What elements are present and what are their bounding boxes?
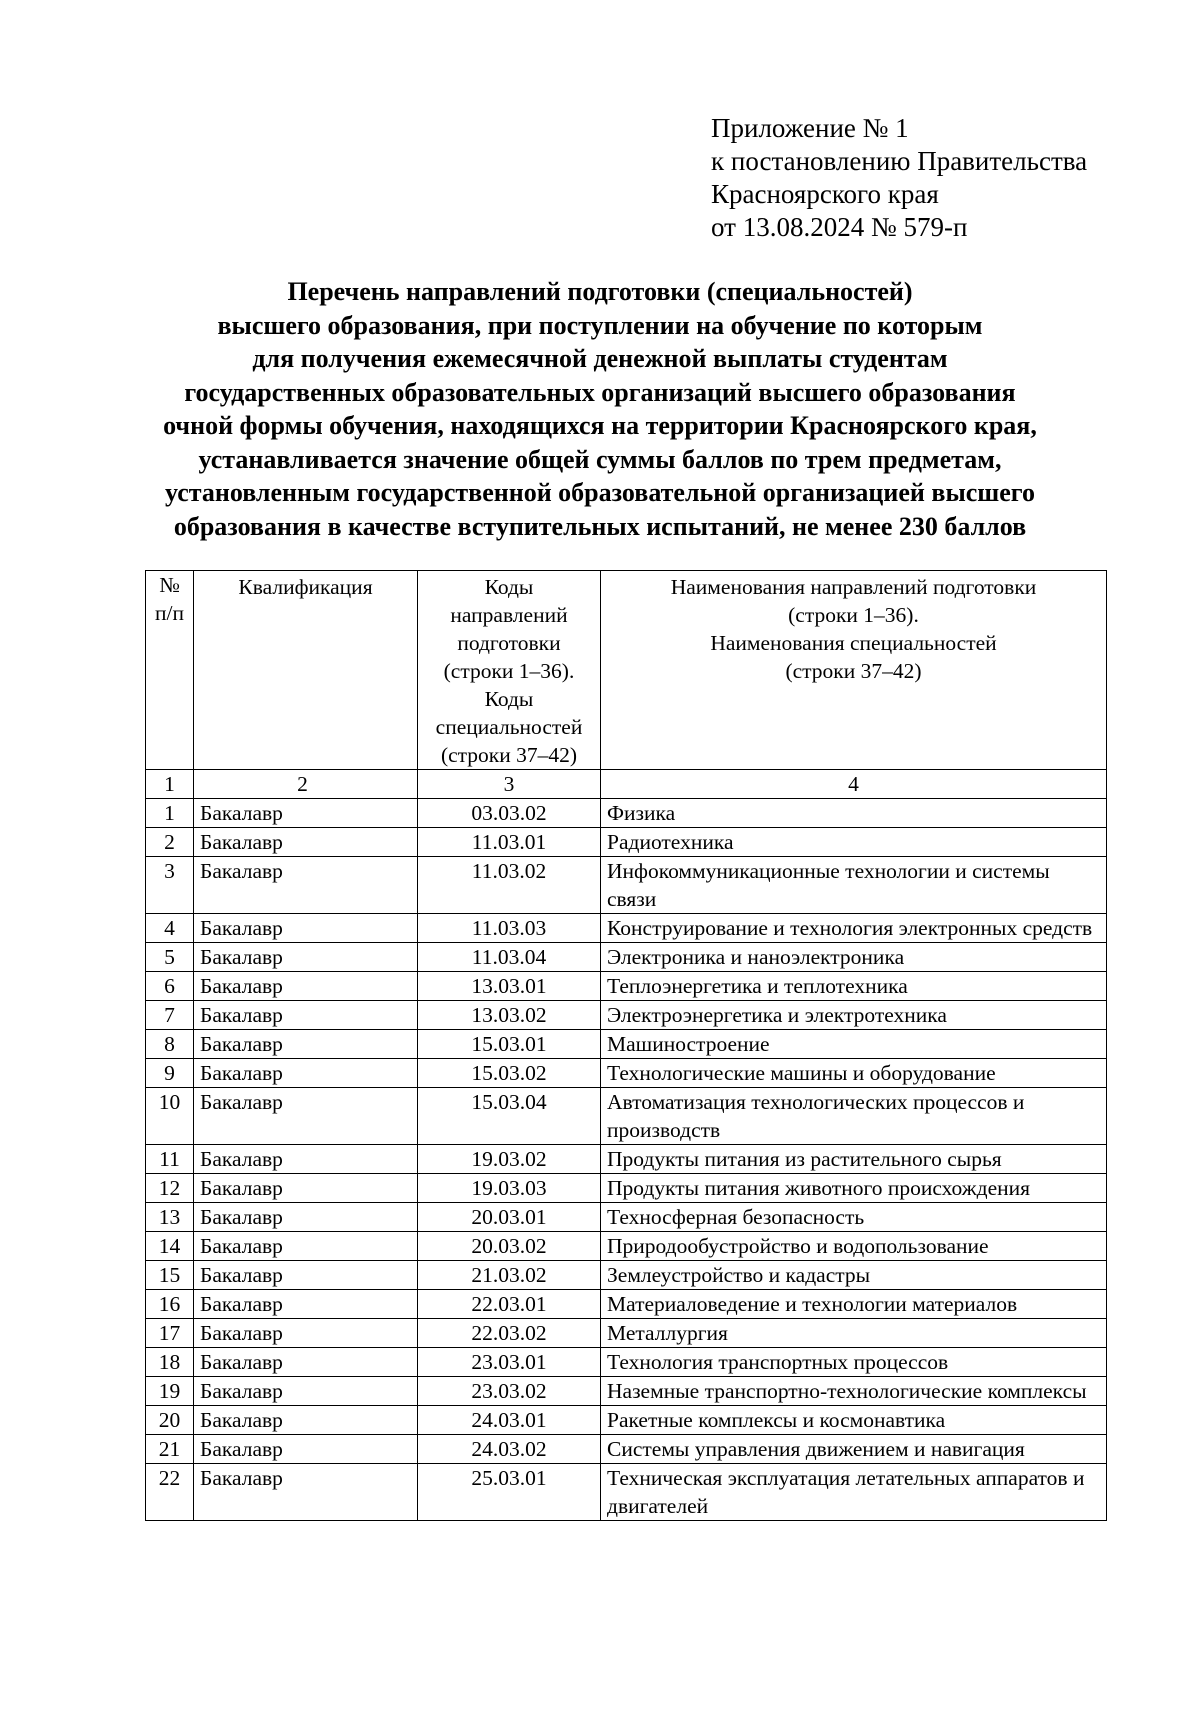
row-number: 14 xyxy=(146,1232,194,1261)
table-row xyxy=(146,1203,1107,1232)
row-qualification: Бакалавр xyxy=(194,972,418,1001)
table-row xyxy=(146,857,1107,914)
row-number: 10 xyxy=(146,1088,194,1145)
row-qualification: Бакалавр xyxy=(194,1406,418,1435)
annex-line: от 13.08.2024 № 579-п xyxy=(711,212,968,242)
row-qualification: Бакалавр xyxy=(194,857,418,914)
row-number: 2 xyxy=(146,828,194,857)
row-qualification: Бакалавр xyxy=(194,1348,418,1377)
row-code: 15.03.04 xyxy=(418,1088,601,1145)
table-row xyxy=(146,1464,1107,1521)
table-header-row xyxy=(146,571,1107,770)
row-code: 11.03.03 xyxy=(418,914,601,943)
table-row xyxy=(146,1261,1107,1290)
table-row xyxy=(146,799,1107,828)
table-row xyxy=(146,1174,1107,1203)
row-number: 12 xyxy=(146,1174,194,1203)
row-number: 13 xyxy=(146,1203,194,1232)
row-code: 19.03.02 xyxy=(418,1145,601,1174)
row-number: 22 xyxy=(146,1464,194,1521)
column-numbers-row xyxy=(146,770,1107,799)
annex-line: Красноярского края xyxy=(711,179,939,209)
row-code: 22.03.02 xyxy=(418,1319,601,1348)
row-name: Технология транспортных процессов xyxy=(601,1348,1107,1377)
row-name: Физика xyxy=(601,799,1107,828)
row-number: 11 xyxy=(146,1145,194,1174)
title-line: очной формы обучения, находящихся на территории Красноярского края, xyxy=(163,411,1037,440)
row-name: Системы управления движением и навигация xyxy=(601,1435,1107,1464)
row-number: 5 xyxy=(146,943,194,972)
row-code: 15.03.02 xyxy=(418,1059,601,1088)
row-name: Продукты питания из растительного сырья xyxy=(601,1145,1107,1174)
row-name: Техническая эксплуатация летательных аппаратов и двигателей xyxy=(601,1464,1107,1521)
table-row xyxy=(146,943,1107,972)
header-number: № п/п xyxy=(146,571,194,770)
row-qualification: Бакалавр xyxy=(194,799,418,828)
table-row xyxy=(146,1030,1107,1059)
row-code: 11.03.02 xyxy=(418,857,601,914)
row-code: 19.03.03 xyxy=(418,1174,601,1203)
column-number: 3 xyxy=(418,770,601,799)
table-row xyxy=(146,1435,1107,1464)
row-name: Технологические машины и оборудование xyxy=(601,1059,1107,1088)
row-code: 20.03.01 xyxy=(418,1203,601,1232)
row-qualification: Бакалавр xyxy=(194,1319,418,1348)
row-name: Землеустройство и кадастры xyxy=(601,1261,1107,1290)
row-code: 23.03.02 xyxy=(418,1377,601,1406)
row-qualification: Бакалавр xyxy=(194,1059,418,1088)
row-qualification: Бакалавр xyxy=(194,1464,418,1521)
row-name: Металлургия xyxy=(601,1319,1107,1348)
row-name: Техносферная безопасность xyxy=(601,1203,1107,1232)
table-row xyxy=(146,1001,1107,1030)
row-code: 11.03.01 xyxy=(418,828,601,857)
annex-line: Приложение № 1 xyxy=(711,113,909,143)
directions-table xyxy=(145,570,1107,1521)
table-row xyxy=(146,1319,1107,1348)
row-code: 20.03.02 xyxy=(418,1232,601,1261)
annex-line: к постановлению Правительства xyxy=(711,146,1088,176)
row-qualification: Бакалавр xyxy=(194,943,418,972)
row-code: 24.03.01 xyxy=(418,1406,601,1435)
column-number: 2 xyxy=(194,770,418,799)
table-row xyxy=(146,1232,1107,1261)
column-number: 1 xyxy=(146,770,194,799)
row-qualification: Бакалавр xyxy=(194,1290,418,1319)
row-qualification: Бакалавр xyxy=(194,914,418,943)
row-code: 03.03.02 xyxy=(418,799,601,828)
table-row xyxy=(146,1290,1107,1319)
row-name: Электроника и наноэлектроника xyxy=(601,943,1107,972)
row-code: 13.03.02 xyxy=(418,1001,601,1030)
row-qualification: Бакалавр xyxy=(194,1203,418,1232)
row-number: 9 xyxy=(146,1059,194,1088)
annex-header xyxy=(711,112,1087,244)
row-qualification: Бакалавр xyxy=(194,1174,418,1203)
table-row xyxy=(146,828,1107,857)
row-number: 16 xyxy=(146,1290,194,1319)
row-qualification: Бакалавр xyxy=(194,1261,418,1290)
row-name: Природообустройство и водопользование xyxy=(601,1232,1107,1261)
row-number: 8 xyxy=(146,1030,194,1059)
row-qualification: Бакалавр xyxy=(194,1435,418,1464)
row-name: Наземные транспортно-технологические комплексы xyxy=(601,1377,1107,1406)
row-qualification: Бакалавр xyxy=(194,1030,418,1059)
row-name: Автоматизация технологических процессов и производств xyxy=(601,1088,1107,1145)
row-name: Ракетные комплексы и космонавтика xyxy=(601,1406,1107,1435)
row-qualification: Бакалавр xyxy=(194,1232,418,1261)
row-number: 19 xyxy=(146,1377,194,1406)
table-body xyxy=(146,799,1107,1521)
header-qualification: Квалификация xyxy=(194,571,418,770)
table-row xyxy=(146,972,1107,1001)
row-name: Электроэнергетика и электротехника xyxy=(601,1001,1107,1030)
row-number: 17 xyxy=(146,1319,194,1348)
table-row xyxy=(146,914,1107,943)
row-number: 6 xyxy=(146,972,194,1001)
table-row xyxy=(146,1088,1107,1145)
row-code: 21.03.02 xyxy=(418,1261,601,1290)
table-row xyxy=(146,1406,1107,1435)
row-code: 24.03.02 xyxy=(418,1435,601,1464)
row-code: 23.03.01 xyxy=(418,1348,601,1377)
row-code: 11.03.04 xyxy=(418,943,601,972)
table-row xyxy=(146,1059,1107,1088)
row-name: Радиотехника xyxy=(601,828,1107,857)
row-qualification: Бакалавр xyxy=(194,1001,418,1030)
row-number: 15 xyxy=(146,1261,194,1290)
row-name: Машиностроение xyxy=(601,1030,1107,1059)
title-line: образования в качестве вступительных испытаний, не менее 230 баллов xyxy=(173,511,1027,541)
row-name: Теплоэнергетика и теплотехника xyxy=(601,972,1107,1001)
row-qualification: Бакалавр xyxy=(194,1377,418,1406)
title-line: высшего образования, при поступлении на обучение по которым xyxy=(217,310,983,340)
header-names: Наименования направлений подготовки (строки 1–36). Наименования специальностей (строки 37–42) xyxy=(601,571,1107,770)
row-name: Материаловедение и технологии материалов xyxy=(601,1290,1107,1319)
table-row xyxy=(146,1145,1107,1174)
row-qualification: Бакалавр xyxy=(194,828,418,857)
row-name: Конструирование и технология электронных средств xyxy=(601,914,1107,943)
title-line: государственных образовательных организаций высшего образования xyxy=(184,377,1016,407)
row-number: 7 xyxy=(146,1001,194,1030)
row-name: Продукты питания животного происхождения xyxy=(601,1174,1107,1203)
row-code: 13.03.01 xyxy=(418,972,601,1001)
row-number: 18 xyxy=(146,1348,194,1377)
row-code: 25.03.01 xyxy=(418,1464,601,1521)
column-number: 4 xyxy=(601,770,1107,799)
row-name: Инфокоммуникационные технологии и системы связи xyxy=(601,857,1107,914)
row-qualification: Бакалавр xyxy=(194,1088,418,1145)
row-number: 20 xyxy=(146,1406,194,1435)
row-number: 21 xyxy=(146,1435,194,1464)
document-title xyxy=(0,275,1200,543)
row-qualification: Бакалавр xyxy=(194,1145,418,1174)
title-line: для получения ежемесячной денежной выплаты студентам xyxy=(252,344,948,373)
row-code: 22.03.01 xyxy=(418,1290,601,1319)
table-row xyxy=(146,1377,1107,1406)
title-line: Перечень направлений подготовки (специальностей) xyxy=(287,277,913,306)
table-row xyxy=(146,1348,1107,1377)
title-line: устанавливается значение общей суммы баллов по трем предметам, xyxy=(198,444,1002,474)
row-number: 3 xyxy=(146,857,194,914)
header-codes: Коды направлений подготовки (строки 1–36). Коды специальностей (строки 37–42) xyxy=(418,571,601,770)
title-line: установленным государственной образовательной организацией высшего xyxy=(165,478,1035,507)
row-number: 1 xyxy=(146,799,194,828)
row-code: 15.03.01 xyxy=(418,1030,601,1059)
row-number: 4 xyxy=(146,914,194,943)
